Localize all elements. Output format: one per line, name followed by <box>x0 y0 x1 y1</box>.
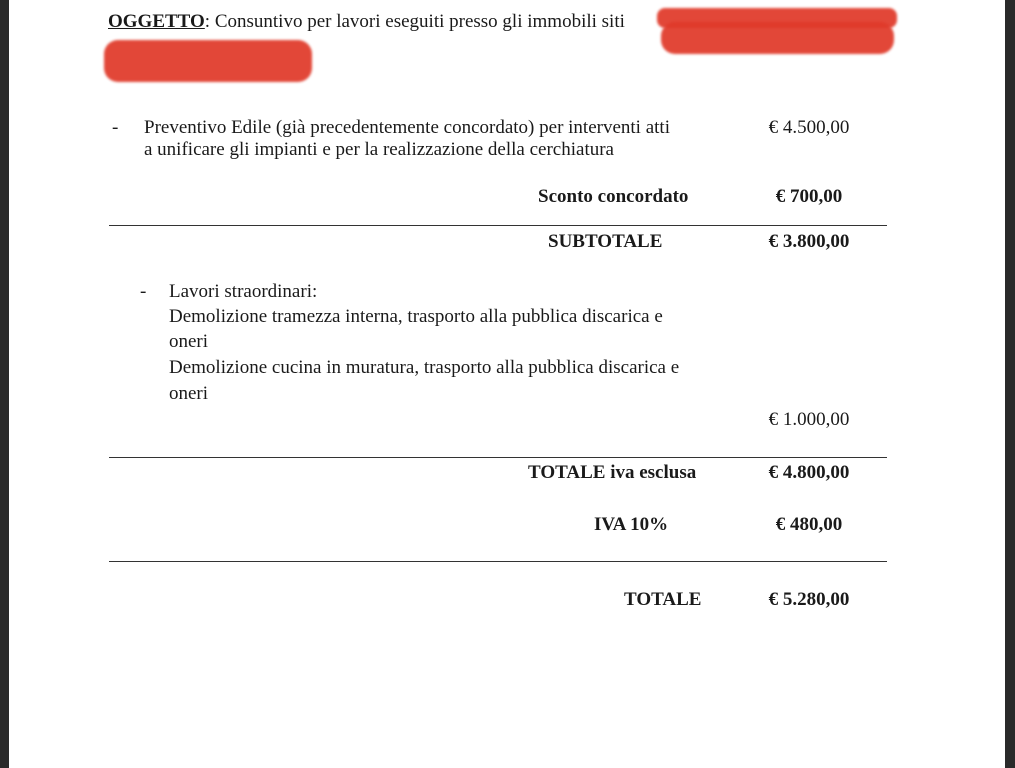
item-bullet: - <box>140 281 147 302</box>
viewer-frame-right <box>1005 0 1015 768</box>
item-amount: € 1.000,00 <box>768 409 850 430</box>
item-description-line: Demolizione cucina in muratura, trasporto alla pubblica discarica e <box>169 357 680 378</box>
item-amount: € 4.500,00 <box>768 117 850 138</box>
subtotal-label: SUBTOTALE <box>548 231 663 252</box>
subject-text: : Consuntivo per lavori eseguiti presso gli immobili siti <box>204 11 625 32</box>
vat-label: IVA 10% <box>594 514 669 535</box>
redaction-mark <box>661 22 894 54</box>
divider-line <box>109 457 887 458</box>
item-description-line: Lavori straordinari: <box>169 281 318 302</box>
viewer-frame-left <box>0 0 9 768</box>
total-ex-vat-amount: € 4.800,00 <box>768 462 850 483</box>
total-ex-vat-label: TOTALE iva esclusa <box>528 462 697 483</box>
discount-amount: € 700,00 <box>775 186 843 207</box>
item-description-line: Demolizione tramezza interna, trasporto alla pubblica discarica e <box>169 306 663 327</box>
subject-line <box>108 11 625 33</box>
item-description-line: Preventivo Edile (già precedentemente concordato) per interventi atti <box>144 117 670 138</box>
vat-amount: € 480,00 <box>775 514 843 535</box>
divider-line <box>109 561 887 562</box>
discount-label: Sconto concordato <box>538 186 689 207</box>
item-description-line: a unificare gli impianti e per la realizzazione della cerchiatura <box>144 139 614 160</box>
item-bullet: - <box>112 117 119 138</box>
item-description-line: oneri <box>169 331 209 352</box>
item-description-line: oneri <box>169 383 209 404</box>
redaction-mark <box>104 40 312 82</box>
subtotal-amount: € 3.800,00 <box>768 231 850 252</box>
divider-line <box>109 225 887 226</box>
subject-label: OGGETTO <box>108 11 205 32</box>
grand-total-amount: € 5.280,00 <box>768 589 850 610</box>
document-page <box>9 0 1005 768</box>
grand-total-label: TOTALE <box>624 589 702 610</box>
